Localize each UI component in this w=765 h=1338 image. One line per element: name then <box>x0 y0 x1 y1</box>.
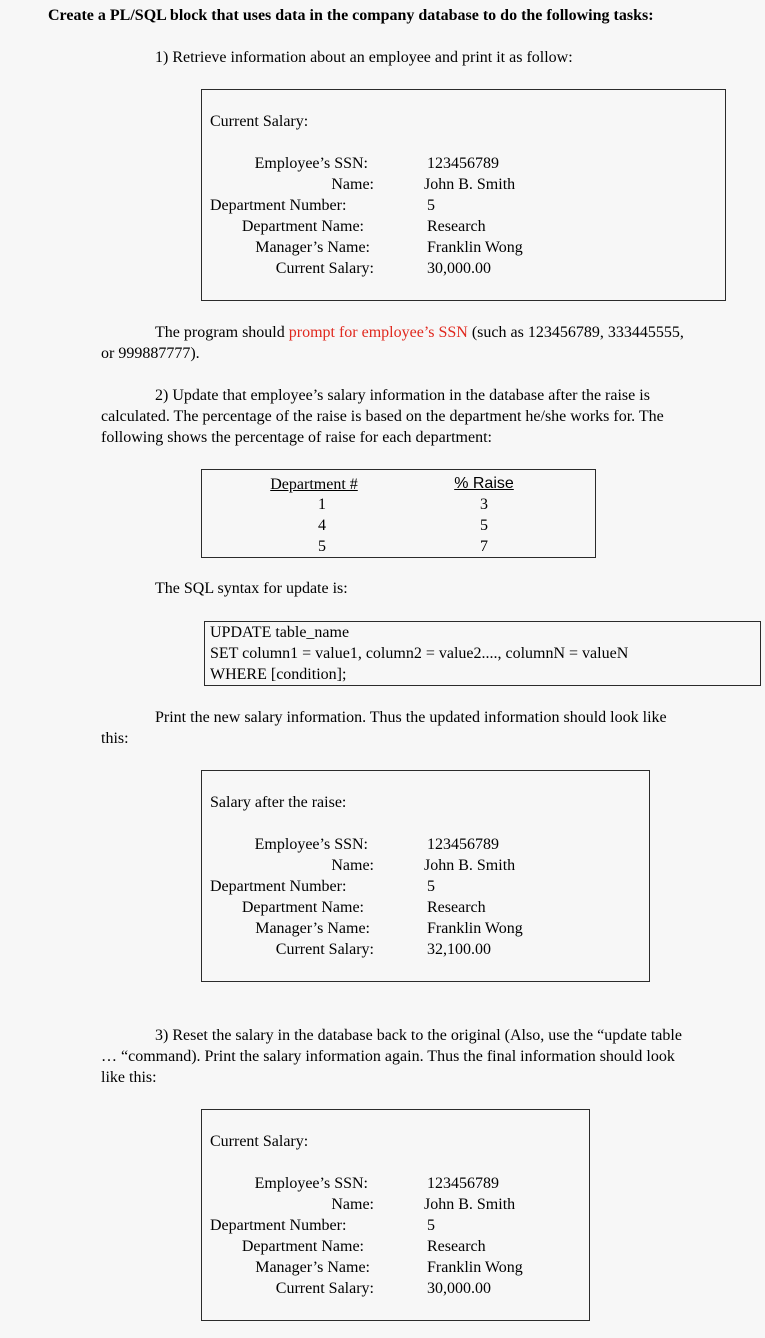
raise-table <box>201 469 596 558</box>
manager-value: Franklin Wong <box>427 1259 523 1276</box>
raise-header: % Raise <box>454 475 514 492</box>
table-row-dept: 5 <box>318 538 326 555</box>
name-label: Name: <box>331 857 374 874</box>
salary-value: 32,100.00 <box>427 941 491 958</box>
box-title: Current Salary: <box>210 113 309 130</box>
print-para-line2: this: <box>101 730 129 747</box>
dept-name-label: Department Name: <box>241 1238 364 1255</box>
current-salary-box-1 <box>201 89 726 301</box>
ssn-label: Employee’s SSN: <box>254 1175 368 1192</box>
table-row-dept: 4 <box>318 517 326 534</box>
name-value: John B. Smith <box>424 1196 516 1213</box>
name-value: John B. Smith <box>424 176 516 193</box>
ssn-label: Employee’s SSN: <box>254 155 368 172</box>
salary-value: 30,000.00 <box>427 260 491 277</box>
salary-value: 30,000.00 <box>427 1280 491 1297</box>
dept-name-value: Research <box>427 899 486 916</box>
manager-value: Franklin Wong <box>427 239 523 256</box>
ssn-label: Employee’s SSN: <box>254 836 368 853</box>
dept-name-value: Research <box>427 218 486 235</box>
table-row-raise: 7 <box>480 538 488 555</box>
box-title: Current Salary: <box>210 1133 309 1150</box>
heading: Create a PL/SQL block that uses data in the company database to do the following tasks: <box>48 7 654 24</box>
table-row-dept: 1 <box>318 496 326 513</box>
salary-label: Current Salary: <box>275 260 374 277</box>
manager-value: Franklin Wong <box>427 920 523 937</box>
dept-num-label: Department Number: <box>210 1217 347 1234</box>
dept-num-label: Department Number: <box>210 197 347 214</box>
sql-intro: The SQL syntax for update is: <box>155 580 348 597</box>
salary-label: Current Salary: <box>275 1280 374 1297</box>
ssn-value: 123456789 <box>427 1175 499 1192</box>
step3-line3: like this: <box>101 1069 157 1086</box>
dept-name-label: Department Name: <box>241 899 364 916</box>
sql-line2: SET column1 = value1, column2 = value2...., columnN = valueN <box>210 645 629 662</box>
step3-line2: … “command). Print the salary information again. Thus the final information should look <box>101 1048 675 1065</box>
step2-line1: 2) Update that employee’s salary information in the database after the raise is <box>155 387 650 404</box>
sql-line3: WHERE [condition]; <box>210 666 347 683</box>
manager-label: Manager’s Name: <box>255 239 370 256</box>
name-label: Name: <box>331 176 374 193</box>
dept-header: Department # <box>270 476 358 493</box>
box-title: Salary after the raise: <box>210 794 347 811</box>
step2-line3: following shows the percentage of raise for each department: <box>101 429 492 446</box>
salary-after-raise-box <box>201 770 650 982</box>
sql-syntax-box <box>204 621 761 686</box>
name-value: John B. Smith <box>424 857 516 874</box>
dept-num-label: Department Number: <box>210 878 347 895</box>
prompt-highlight: prompt for employee’s SSN <box>288 324 468 341</box>
prompt-paragraph-line2: or 999887777). <box>101 345 200 362</box>
sql-line1: UPDATE table_name <box>210 624 350 641</box>
dept-num-value: 5 <box>427 1217 435 1234</box>
step1-text: 1) Retrieve information about an employee and print it as follow: <box>155 49 573 66</box>
salary-label: Current Salary: <box>275 941 374 958</box>
dept-name-label: Department Name: <box>241 218 364 235</box>
name-label: Name: <box>331 1196 374 1213</box>
ssn-value: 123456789 <box>427 836 499 853</box>
manager-label: Manager’s Name: <box>255 1259 370 1276</box>
dept-num-value: 5 <box>427 878 435 895</box>
step3-line1: 3) Reset the salary in the database back to the original (Also, use the “update table <box>155 1027 682 1044</box>
ssn-value: 123456789 <box>427 155 499 172</box>
prompt-paragraph-line1: The program should prompt for employee’s SSN (such as 123456789, 333445555, <box>155 324 684 341</box>
current-salary-box-3 <box>201 1109 590 1321</box>
dept-num-value: 5 <box>427 197 435 214</box>
table-row-raise: 3 <box>480 496 488 513</box>
table-row-raise: 5 <box>480 517 488 534</box>
manager-label: Manager’s Name: <box>255 920 370 937</box>
print-para-line1: Print the new salary information. Thus the updated information should look like <box>155 709 667 726</box>
step2-line2: calculated. The percentage of the raise is based on the department he/she works for. The <box>101 408 664 425</box>
dept-name-value: Research <box>427 1238 486 1255</box>
